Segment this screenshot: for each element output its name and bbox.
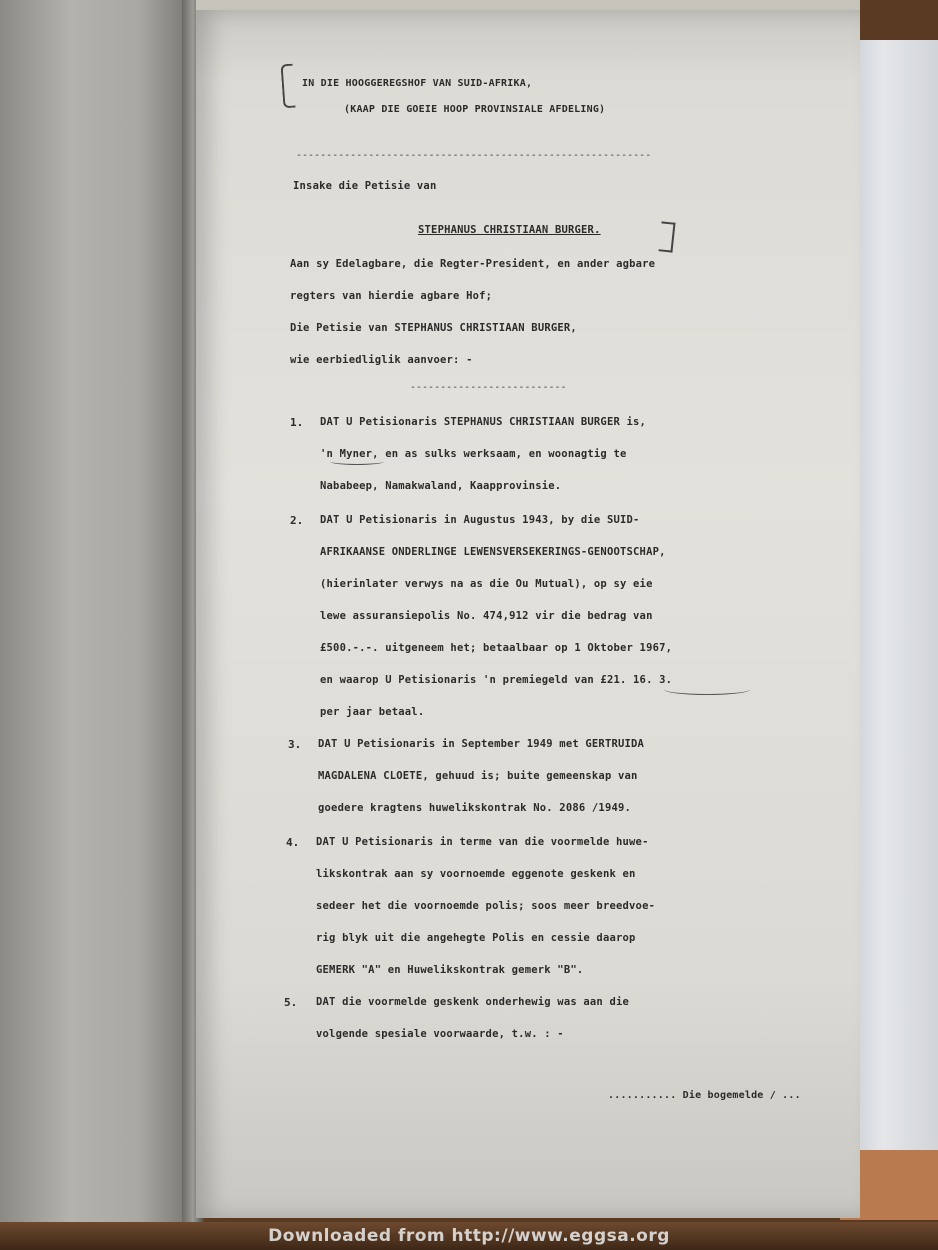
- paragraph-line: rig blyk uit die angehegte Polis en cessie daarop: [316, 932, 636, 944]
- petitioner-name: STEPHANUS CHRISTIAAN BURGER.: [418, 224, 601, 236]
- separator-short: --------------------------: [410, 382, 567, 393]
- paragraph-number: 5.: [284, 996, 298, 1009]
- paragraph-line: likskontrak aan sy voornoemde eggenote geskenk en: [316, 868, 636, 880]
- paragraph-line: 'n Myner, en as sulks werksaam, en woonagtig te: [320, 448, 627, 460]
- separator-long: -----------------------------------------------------------: [296, 150, 652, 161]
- paragraph-line: DAT U Petisionaris in terme van die voormelde huwe-: [316, 836, 649, 848]
- paragraph-line: (hierinlater verwys na as die Ou Mutual), op sy eie: [320, 578, 653, 590]
- paragraph-line: lewe assuransiepolis No. 474,912 vir die bedrag van: [320, 610, 653, 622]
- paragraph-line: AFRIKAANSE ONDERLINGE LEWENSVERSEKERINGS-GENOOTSCHAP,: [320, 546, 666, 558]
- left-page: [0, 0, 200, 1230]
- paragraph-line: DAT U Petisionaris in September 1949 met GERTRUIDA: [318, 738, 645, 750]
- paragraph-number: 4.: [286, 836, 300, 849]
- court-heading: IN DIE HOOGGEREGSHOF VAN SUID-AFRIKA,: [302, 78, 533, 89]
- matter-line: Insake die Petisie van: [293, 180, 437, 192]
- download-watermark: Downloaded from http://www.eggsa.org: [268, 1226, 670, 1246]
- paragraph-line: DAT U Petisionaris STEPHANUS CHRISTIAAN BURGER is,: [320, 416, 647, 428]
- paragraph-number: 2.: [290, 514, 304, 527]
- paragraph-line: sedeer het die voornoemde polis; soos meer breedvoe-: [316, 900, 656, 912]
- address-line: regters van hierdie agbare Hof;: [290, 290, 493, 302]
- paragraph-line: GEMERK "A" en Huwelikskontrak gemerk "B".: [316, 964, 584, 976]
- paragraph-line: per jaar betaal.: [320, 706, 425, 718]
- paragraph-line: DAT die voormelde geskenk onderhewig was aan die: [316, 996, 630, 1008]
- pen-underline-premium: [664, 684, 750, 695]
- paragraph-line: £500.-.-. uitgeneem het; betaalbaar op 1 Oktober 1967,: [320, 642, 673, 654]
- address-line: Die Petisie van STEPHANUS CHRISTIAAN BURGER,: [290, 322, 577, 334]
- paragraph-number: 1.: [290, 416, 304, 429]
- paragraph-line: en waarop U Petisionaris 'n premiegeld van £21. 16. 3.: [320, 674, 673, 686]
- address-line: wie eerbiedliglik aanvoer: -: [290, 354, 473, 366]
- paragraph-line: goedere kragtens huwelikskontrak No. 2086 /1949.: [318, 802, 632, 814]
- paragraph-line: MAGDALENA CLOETE, gehuud is; buite gemeenskap van: [318, 770, 638, 782]
- paragraph-line: volgende spesiale voorwaarde, t.w. : -: [316, 1028, 564, 1040]
- paragraph-line: DAT U Petisionaris in Augustus 1943, by die SUID-: [320, 514, 640, 526]
- paragraph-line: Nababeep, Namakwaland, Kaapprovinsie.: [320, 480, 562, 492]
- pen-underline-myner: [330, 458, 384, 465]
- address-line: Aan sy Edelagbare, die Regter-President, en ander agbare: [290, 258, 656, 270]
- continuation-note: ........... Die bogemelde / ...: [608, 1090, 801, 1101]
- paragraph-number: 3.: [288, 738, 302, 751]
- division-heading: (KAAP DIE GOEIE HOOP PROVINSIALE AFDELING): [344, 104, 606, 115]
